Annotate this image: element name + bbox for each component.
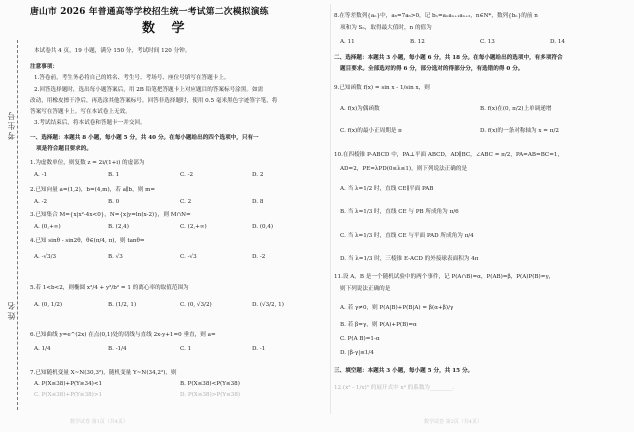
q3-option-a: A. (0,+∞): [34, 224, 61, 230]
page-footer-left: 数学试卷 第1页（共4页）: [70, 419, 128, 425]
subject-title: 数 学: [142, 21, 191, 36]
q8-option-a: A. 11: [340, 39, 355, 45]
question-2-stem: 2.已知向量 a=(1,2)，b=(4,m)，若 a∥b，则 m=: [30, 187, 156, 193]
q10-option-a: A. 当 λ=1/2 时，直线 CE∥平面 PAB: [340, 186, 434, 192]
q1-option-c: C. -2: [180, 172, 194, 178]
q10-option-c: C. 当 λ=1/3 时，直线 CE 与平面 PAD 所成角为 π/4: [340, 233, 474, 239]
question-12: 12.(x² - 1/x)⁵ 的展开式中 x⁴ 的系数为________.: [334, 385, 455, 391]
question-8-line2: 项和为 Sₙ，取得最大值时，n 的值为: [340, 25, 432, 31]
q5-option-b: B. (1/2, 1): [108, 302, 137, 308]
section1-heading-cont: 项是符合题目要求的。: [36, 146, 92, 152]
question-3-stem: 3.已知集合 M={x|x²-4x<0}，N={x|y=ln(x-2)}，则 M∩N=: [30, 212, 191, 218]
q4-option-c: C. -√3: [180, 254, 197, 260]
q7-option-a: A. P(X≤38)+P(Y≥34)<1: [34, 381, 103, 387]
question-10-line1: 10.在四棱锥 P-ABCD 中，PA⊥平面 ABCD，AD∥BC，∠ABC = π/2，PA=AB=BC=1，: [334, 152, 564, 158]
question-10-line2: AD=2，PE=λPD(0≤λ≤1)，则下列说法正确的是: [340, 166, 468, 172]
q1-option-d: D. 2: [252, 172, 264, 178]
pages-note: 本试卷共 4 页，19 小题，满分 150 分，考试时间 120 分钟。: [34, 48, 191, 54]
q3-option-d: D. (0,4): [252, 224, 274, 230]
note-line: 改动，用橡皮擦干净后，再选涂其他答案标号。回答非选择题时，使用 0.5 毫米黑色字迹签字笔，将: [30, 98, 278, 104]
q5-option-c: C. (0, √3/2): [180, 302, 212, 308]
q10-option-d: D. 当 λ=1/3 时，三棱锥 E-ACD 的外接球表面积为 4π: [340, 256, 479, 262]
q9-option-d: D. f(x)的一条对称轴为 x = π/2: [480, 128, 559, 134]
q2-option-a: A. -2: [34, 199, 48, 205]
q8-option-b: B. 12: [410, 39, 425, 45]
q4-option-b: B. √3: [108, 254, 123, 260]
q6-option-c: C. 1: [180, 346, 192, 352]
name-label: 姓名: [7, 300, 16, 320]
q7-option-d: D. P(X≤38)>P(Y≤38): [180, 392, 241, 398]
q9-option-a: A. f(x)为偶函数: [340, 106, 380, 112]
question-4-stem: 4.已知 sinθ - sin2θ，θ∈(π/4, π)，则 tanθ=: [30, 238, 145, 244]
question-6-stem: 6.已知曲线 y=e^(2x) 在点(0,1)处的切线与直线 2x-y+1=0 垂直，则 a=: [30, 332, 216, 338]
q5-option-d: D. (√3/2, 1): [252, 302, 284, 308]
question-11-line2: 则下列说法正确的是: [340, 286, 391, 292]
q11-option-d: D. |β-γ|≤1/4: [340, 350, 374, 356]
note-line: 答案写在答题卡上。写在本试卷上无效。: [30, 109, 131, 115]
q7-option-b: B. P(X≤38)<P(Y≤38): [180, 381, 240, 387]
section1-heading: 一、选择题：本题共 8 小题，每小题 5 分，共 40 分。在每小题给出的四个选项中，只有一: [30, 135, 259, 141]
q2-option-c: C. 2: [180, 199, 192, 205]
q6-option-a: A. 1/4: [34, 346, 51, 352]
q2-option-b: B. 0: [108, 199, 120, 205]
q4-option-a: A. -√3/3: [34, 254, 57, 260]
exam-title: 唐山市 2026 年普通高等学校招生统一考试第二次模拟演练: [30, 7, 269, 17]
page-footer-right: 数学试卷 第2页（共4页）: [424, 419, 482, 425]
q5-option-a: A. (0, 1/2): [34, 302, 63, 308]
binding-dashed-line: [17, 40, 18, 410]
note-line: 1.答卷前，考生务必将自己的姓名、考生号、考场号、座位号填写在答题卡上。: [34, 75, 230, 81]
q9-option-c: C. f(x)的最小正周期是 π: [340, 128, 402, 134]
note-line: 3.考试结束后，将本试卷和答题卡一并交回。: [34, 120, 146, 126]
column-divider: [330, 4, 331, 414]
q11-option-a: A. 若 γ≠0，则 P(A|B)+P(B|A) = β(α+β)/γ: [340, 305, 454, 311]
note-line: 2.回答选择题时，选出每小题答案后，用 2B 铅笔把答题卡上对应题目的答案标号涂黑。如需: [34, 87, 264, 93]
q11-option-c: C. P(A B)=1-α: [340, 336, 380, 342]
q8-option-d: D. 14: [550, 39, 565, 45]
exam-number-label: 考生号: [7, 110, 16, 140]
q3-option-c: C. (2,+∞): [180, 224, 207, 230]
q11-option-b: B. 若 β=γ，则 P(A)+P(B)=α: [340, 322, 417, 328]
q1-option-b: B. 1: [108, 172, 120, 178]
q1-option-a: A. -1: [34, 172, 48, 178]
question-1-stem: 1.为虚数单位，则复数 z = 2i/(1+i) 的虚部为: [30, 160, 145, 166]
q9-option-b: B. f(x)在(0, π/2)上单调递增: [480, 106, 552, 112]
section3-heading: 三、填空题：本题共 3 小题，每小题 5 分，共 15 分。: [334, 368, 474, 374]
binding-margin: [0, 0, 34, 432]
notes-heading: 注意事项：: [30, 64, 58, 70]
question-5-stem: 5.若 1<b<2，则椭圆 x²/4 + y²/b² = 1 的离心率的取值范围为: [30, 285, 189, 291]
q8-option-c: C. 13: [480, 39, 495, 45]
question-7-stem: 7.已知随机变量 X~N(30,3²)，随机变量 Y~N(34,2²)，则: [30, 370, 177, 376]
q6-option-b: B. -1/4: [108, 346, 127, 352]
question-11-line1: 11.设 A，B 是一个随机试验中的两个事件，记 P(A∩B)=α，P(AB)=β，P(A)P(B)=γ，: [334, 274, 555, 280]
q3-option-b: B. (2,4): [108, 224, 129, 230]
section2-heading-cont: 题目要求。全部选对的得 6 分，部分选对的得部分分，有选错的得 0 分。: [340, 66, 524, 72]
question-8-line1: 8.在等差数列{aₙ}中，a₆=7a₆>0，记 bₙ=aₙaₙ₊₁aₙ₊₂，n∈N*，数列{bₙ}的前 n: [334, 13, 538, 19]
q4-option-d: D. -2: [252, 254, 266, 260]
question-9-stem: 9.已知函数 f(x) = sin x - 1/sin x，则: [334, 85, 430, 91]
q6-option-d: D. -1: [252, 346, 266, 352]
section2-heading: 二、选择题：本题共 3 小题，每小题 6 分，共 18 分。在每小题给出的选项中，有多项符合: [334, 55, 563, 61]
q10-option-b: B. 当 λ=1/3 时，直线 CE 与 PB 所成角为 π/6: [340, 209, 459, 215]
q7-option-c: C. P(X≤38)+P(Y≥38)>1: [34, 392, 103, 398]
q2-option-d: D. 8: [252, 199, 264, 205]
